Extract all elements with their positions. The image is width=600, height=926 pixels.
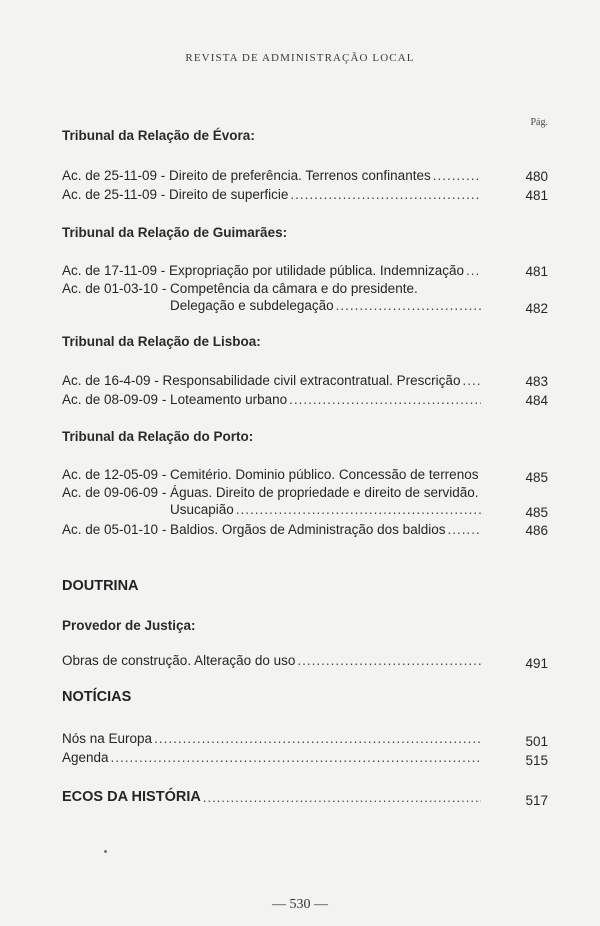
- leader-dots: [447, 521, 481, 538]
- page-footer-number: — 530 —: [272, 897, 328, 912]
- entry-title: Ac. de 17-11-09 - Expropriação por utilidade pública. Indemnização: [62, 263, 464, 278]
- section-heading-porto: Tribunal da Relação do Porto:: [62, 429, 254, 444]
- entry-title: Ac. de 05-01-10 - Baldios. Orgãos de Administração dos baldios: [62, 522, 446, 537]
- section-heading-evora: Tribunal da Relação de Évora:: [62, 128, 255, 143]
- leader-dots: [236, 501, 481, 518]
- section-heading-noticias: NOTÍCIAS: [62, 689, 132, 705]
- entry-title: Agenda: [62, 750, 109, 765]
- section-heading-doutrina: DOUTRINA: [62, 578, 139, 594]
- entry-title: Ac. de 25-11-09 - Direito de preferência. Terrenos confinantes: [62, 168, 431, 183]
- page-column-label: Pág.: [530, 117, 548, 128]
- toc-entry: [62, 501, 548, 518]
- leader-dots: [433, 167, 481, 184]
- toc-entry-ecos: [62, 789, 548, 806]
- toc-entry: [62, 652, 548, 669]
- toc-entry: [62, 262, 548, 279]
- section-heading-ecos: ECOS DA HISTÓRIA: [62, 789, 201, 805]
- toc-entry: [62, 167, 548, 184]
- running-header: REVISTA DE ADMINISTRAÇÃO LOCAL: [185, 52, 415, 64]
- print-speck: [104, 850, 107, 853]
- entry-title: Obras de construção. Alteração do uso: [62, 653, 296, 668]
- entry-title: Nós na Europa: [62, 731, 153, 746]
- entry-page-number: 517: [525, 793, 548, 808]
- toc-entry: [62, 466, 548, 483]
- entry-page-number: 501: [525, 734, 548, 749]
- toc-entry: [62, 749, 548, 766]
- entry-page-number: 491: [525, 656, 548, 671]
- toc-entry: [62, 372, 548, 389]
- entry-title: Ac. de 16-4-09 - Responsabilidade civil extracontratual. Prescrição: [62, 373, 461, 388]
- entry-title: Ac. de 25-11-09 - Direito de superficie: [62, 187, 289, 202]
- entry-page-number: 485: [525, 470, 548, 485]
- toc-entry: [62, 297, 548, 314]
- entry-title-continuation: Usucapião: [170, 502, 234, 517]
- entry-page-number: 485: [525, 505, 548, 520]
- leader-dots: [203, 789, 481, 806]
- leader-dots: [480, 466, 481, 483]
- entry-page-number: 481: [525, 264, 548, 279]
- leader-dots: [289, 391, 481, 408]
- leader-dots: [154, 730, 481, 747]
- entry-title-continuation: Delegação e subdelegação: [170, 298, 334, 313]
- entry-page-number: 486: [525, 523, 548, 538]
- leader-dots: [290, 186, 481, 203]
- entry-page-number: 515: [525, 753, 548, 768]
- entry-title: Ac. de 09-06-09 - Águas. Direito de propriedade e direito de servidão.: [62, 485, 479, 500]
- toc-entry: [62, 186, 548, 203]
- toc-entry: [62, 391, 548, 408]
- leader-dots: [297, 652, 481, 669]
- entry-title: Ac. de 12-05-09 - Cemitério. Dominio público. Concessão de terrenos: [62, 467, 479, 482]
- entry-page-number: 484: [525, 393, 548, 408]
- toc-entry: [62, 730, 548, 747]
- leader-dots: [111, 749, 481, 766]
- leader-dots: [462, 372, 481, 389]
- entry-title: Ac. de 08-09-09 - Loteamento urbano: [62, 392, 288, 407]
- entry-page-number: 481: [525, 188, 548, 203]
- section-heading-guimaraes: Tribunal da Relação de Guimarães:: [62, 225, 288, 240]
- subsection-heading-provedor: Provedor de Justiça:: [62, 618, 196, 633]
- entry-page-number: 483: [525, 374, 548, 389]
- section-heading-lisboa: Tribunal da Relação de Lisboa:: [62, 334, 261, 349]
- entry-page-number: 480: [525, 169, 548, 184]
- leader-dots: [336, 297, 481, 314]
- entry-title: Ac. de 01-03-10 - Competência da câmara e do presidente.: [62, 281, 418, 296]
- leader-dots: [466, 262, 481, 279]
- toc-entry: [62, 521, 548, 538]
- entry-page-number: 482: [525, 301, 548, 316]
